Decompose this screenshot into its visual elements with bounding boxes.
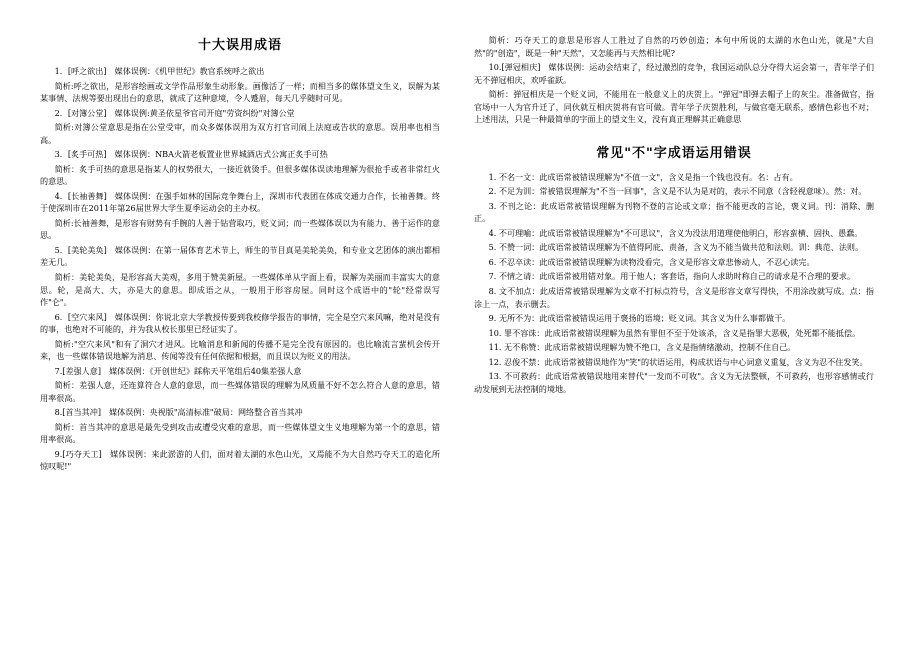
paragraph: 4．[长袖善舞] 媒体误例：在强手如林的国际竞争舞台上，深圳市代表团在体成交通力合作，长袖善舞。终于使深圳市在2011年第26届世界大学生夏季运动会的主办权。 bbox=[40, 190, 440, 214]
paragraph: 9. 无所不为：此成语常被错误运用于褒扬的语境；贬义词。其含义为什么事都做干。 bbox=[488, 313, 791, 324]
paragraph: 9.[巧夺天工] 媒体误例：来此淤游的人们，面对着太湖的水色山光，又焉能不为大自然巧夺天工的造化所惊叹呢!" bbox=[40, 448, 440, 472]
paragraph: 7. 不情之请：此成语常被用错对象。用于他人；客套语，指向人求助时称自己的请求是不合理的要求。 bbox=[488, 271, 856, 282]
page-title: 十大误用成语 bbox=[197, 38, 282, 53]
paragraph: 6．[空穴来风] 媒体误例：你说北京大学教授传要到我校修学报告的事情，完全是空穴来风嘛，绝对是没有的事，也绝对不可能的，并为我从校长那里已经证实了。 bbox=[40, 311, 440, 335]
paragraph: 10. 罪不容诛：此成语常被错误理解为虽然有罪但不至于处该杀，含义是指罪大恶极，处死都不能抵偿。 bbox=[488, 327, 861, 338]
paragraph: 简析:"空穴来风"和有了洞穴才进风。比喻消息和新闻的传播不是完全没有原因的。也比喻流言蜚机会传开来，也一些媒体错误地解为消息、传闻等没有任何依据和根据，而且误以为贬义的用法。 bbox=[40, 338, 440, 362]
section-title: 常见"不"字成语运用错误 bbox=[596, 145, 752, 161]
paragraph: 简析:对簿公堂意思是指在公堂受审，而众多媒体误用为双方打官司闹上法庭或告状的意思。误用率也相当高。 bbox=[40, 122, 440, 145]
paragraph: 简析：差强人意，还连算符合人意的意思，而一些媒体错误的理解为风质量不好不怎么符合人意的意思，错用率很高。 bbox=[40, 380, 440, 403]
paragraph: 1. 不名一文：此成语常被错误理解为"不值一文"，含义是指一个钱也没有。名：占有。 bbox=[488, 171, 798, 182]
paragraph: 8.[首当其冲] 媒体误例：央视版"高清标准"破局：网络整合首当其冲 bbox=[54, 407, 303, 418]
paragraph: 2．[对簿公堂] 媒体误例:黄圣依星爷官司开庭"劳资纠纷"对簿公堂 bbox=[54, 107, 295, 118]
paragraph: 2. 不足为训：常被错误理解为"不当一回事"，含义是不认为是对的，表示不同意（含轻视意味）。然：对。 bbox=[488, 186, 867, 197]
two-column-layout bbox=[40, 34, 880, 633]
paragraph: 简析:呼之欲出，是形容绘画或文学作品形象生动形象。画像活了一样；而相当多的媒体望文生义，误解为某某事情、法规等要出现出台的意思，就成了这种意境，令人蹙眉，每天几乎随时可见。 bbox=[40, 80, 440, 104]
paragraph: 5．[美轮美奂] 媒体误例：在第一届体育艺术节上，师生的节目真是美轮美奂，和专业文艺团体的演出都相差无几。 bbox=[40, 244, 440, 268]
paragraph: 简析:长袖善舞，是形容有财势有手腕的人善于钻营取巧，贬义词；而一些媒体误以为有能力、善于运作的意思。 bbox=[40, 217, 440, 241]
paragraph: 简析：首当其冲的意思是最先受到攻击或遭受灾难的意思，而一些媒体望文生义地理解为第一个的意思，错用率很高。 bbox=[40, 421, 440, 445]
paragraph: 简析：巧夺天工的意思是形容人工胜过了自然的巧妙创造；本句中所说的太湖的水色山光，就是"大自然"的"创造"，既是一种"天然"，又怎能再与天然相比呢? bbox=[474, 35, 874, 58]
paragraph: 简析：弹冠相庆是一个贬义词，不能用在一般意义上的庆贺上。"弹冠"即弹去帽子上的灰尘。准备做官，指官场中一人为官升迁了，同伙就互相庆贺将有官可做。青年学子庆贺胜利，与做官毫无联系，感情色彩也不对；上述用法，只是一种最简单的字面上的望文生义，没有真正理解其正确意思 bbox=[474, 89, 874, 125]
paragraph: 简析：美轮美奂，是形容高大美观，多用于赞美新屋。一些媒体单从字面上看，误解为美丽而丰富实大的意思。轮，是高大、大，亦是大的意思。即成语之从，一般用于形容房屋。同时这个成语中的"轮"经常误写作"仑"。 bbox=[40, 271, 440, 308]
paragraph: 简析：炙手可热的意思是指某人的权势很大，一接近就烫手。但很多媒体误读地理解为很抢手或者非常红火的意思。 bbox=[40, 163, 440, 187]
paragraph: 3. 不刊之论：此成语常被错误理解为刊物不登的言论或文章；指不能更改的言论，褒义词。刊：消除、删正。 bbox=[474, 200, 874, 224]
paragraph: 3．[炙手可热] 媒体误例：NBA火箭老板置业世界城酒店式公寓正炙手可热 bbox=[54, 149, 328, 160]
left-column bbox=[40, 34, 440, 633]
paragraph: 12. 忍俊不禁：此成语常被错误地作为"笑"的状语运用，构成状语与中心词意义重复，含义为忍不住发笑。 bbox=[488, 356, 868, 367]
paragraph: 11. 无不称赞：此成语常被错误理解为赞不绝口，含义是指情绪激动，控制不住自己。 bbox=[488, 342, 796, 353]
right-column bbox=[474, 34, 874, 633]
paragraph: 8. 文不加点：此成语常被错误理解为文章不打标点符号，含义是形容文章写得快，不用涂改就写成。点：指涂上一点，表示删去。 bbox=[474, 285, 874, 309]
paragraph: 4. 不可理喻：此成语常被错误理解为"不可思议"，含义为没法用道理使他明白，形容蛮横、固执、愚蠢。 bbox=[488, 227, 863, 238]
paragraph: 10.[弹冠相庆] 媒体误例：运动会结束了，经过激烈的竞争，我国运动队总分夺得大运会第一，青年学子们无不弹冠相庆，欢呼雀跃。 bbox=[474, 62, 874, 85]
paragraph: 1．[呼之欲出] 媒体误例：《机甲世纪》教官系统呼之欲出 bbox=[54, 66, 265, 76]
paragraph: 13. 不可救药：此成语常被错误地用来替代"一发而不可收"。含义为无法整顿，不可救药，也形容感情或行动发展到无法控制的境地。 bbox=[474, 371, 874, 394]
paragraph: 5. 不赞一词：此成语常被错误理解为不值得阿庇、责备，含义为不能当做共范和法则。训：典范、法则。 bbox=[488, 242, 864, 253]
paragraph: 6. 不忍卒读：此成语常被错误理解为读物没看完，含义是形容文章悲惨动人，不忍心读完。 bbox=[488, 256, 815, 267]
paragraph: 7.[差强人意] 媒体误例：《开创世纪》踩称天平笔组后40集差强人意 bbox=[54, 365, 302, 376]
